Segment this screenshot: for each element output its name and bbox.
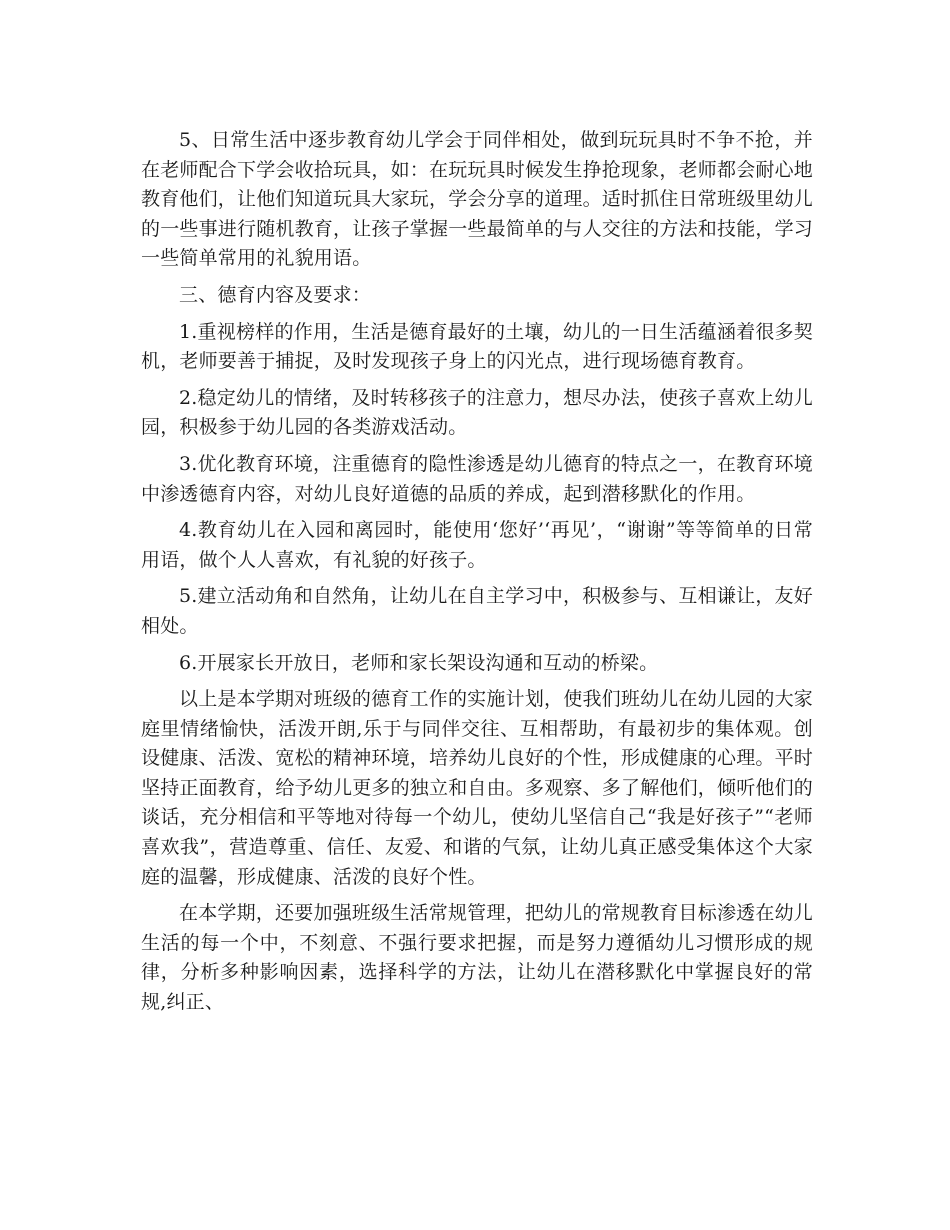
paragraph: 6.开展家长开放日，老师和家长架设沟通和互动的桥梁。: [179, 651, 659, 674]
paragraph: 以上是本学期对班级的德育工作的实施计划，使我们班幼儿在幼儿园的大家庭里情绪愉快，活泼开朗,乐于与同伴交往、互相帮助，有最初步的集体观。创设健康、活泼、宽松的精神环境，培养幼儿良好的个性，形成健康的心理。平时坚持正面教育，给予幼儿更多的独立和自由。多观察、多了解他们，倾听他们的谈话，充分相信和平等地对待每一个幼儿，使幼儿坚信自己“我是好孩子”“老师喜欢我”，营造尊重、信任、友爱、和谐的气氛，让幼儿真正感受集体这个大家庭的温馨，形成健康、活泼的良好个性。: [141, 688, 814, 888]
paragraph: 5、日常生活中逐步教育幼儿学会于同伴相处，做到玩玩具时不争不抢，并在老师配合下学会收拾玩具，如：在玩玩具时候发生挣抢现象，老师都会耐心地教育他们，让他们知道玩具大家玩，学会分享的道理。适时抓住日常班级里幼儿的一些事进行随机教育，让孩子掌握一些最简单的与人交往的方法和技能，学习一些简单常用的礼貌用语。: [141, 129, 814, 270]
paragraph: 在本学期，还要加强班级生活常规管理，把幼儿的常规教育目标渗透在幼儿生活的每一个中，不刻意、不强行要求把握，而是努力遵循幼儿习惯形成的规律，分析多种影响因素，选择科学的方法，让幼儿在潜移默化中掌握良好的常规,纠正、: [141, 902, 813, 1014]
section-heading: 三、德育内容及要求：: [179, 283, 372, 306]
paragraph: 5.建立活动角和自然角，让幼儿在自主学习中，积极参与、互相谦让，友好相处。: [141, 585, 813, 637]
paragraph: 3.优化教育环境，注重德育的隐性渗透是幼儿德育的特点之一，在教育环境中渗透德育内容，对幼儿良好道德的品质的养成，起到潜移默化的作用。: [141, 452, 813, 505]
paragraph: 2.稳定幼儿的情绪，及时转移孩子的注意力，想尽办法，使孩子喜欢上幼儿园，积极参于幼儿园的各类游戏活动。: [141, 386, 813, 439]
paragraph: 4.教育幼儿在入园和离园时，能使用‘您好’‘再见’，“谢谢”等等简单的日常用语，做个人人喜欢，有礼貌的好孩子。: [141, 519, 813, 571]
paragraph: 1.重视榜样的作用，生活是德育最好的土壤，幼儿的一日生活蕴涵着很多契机，老师要善于捕捉，及时发现孩子身上的闪光点，进行现场德育教育。: [141, 320, 813, 373]
document-page: [141, 126, 813, 1025]
